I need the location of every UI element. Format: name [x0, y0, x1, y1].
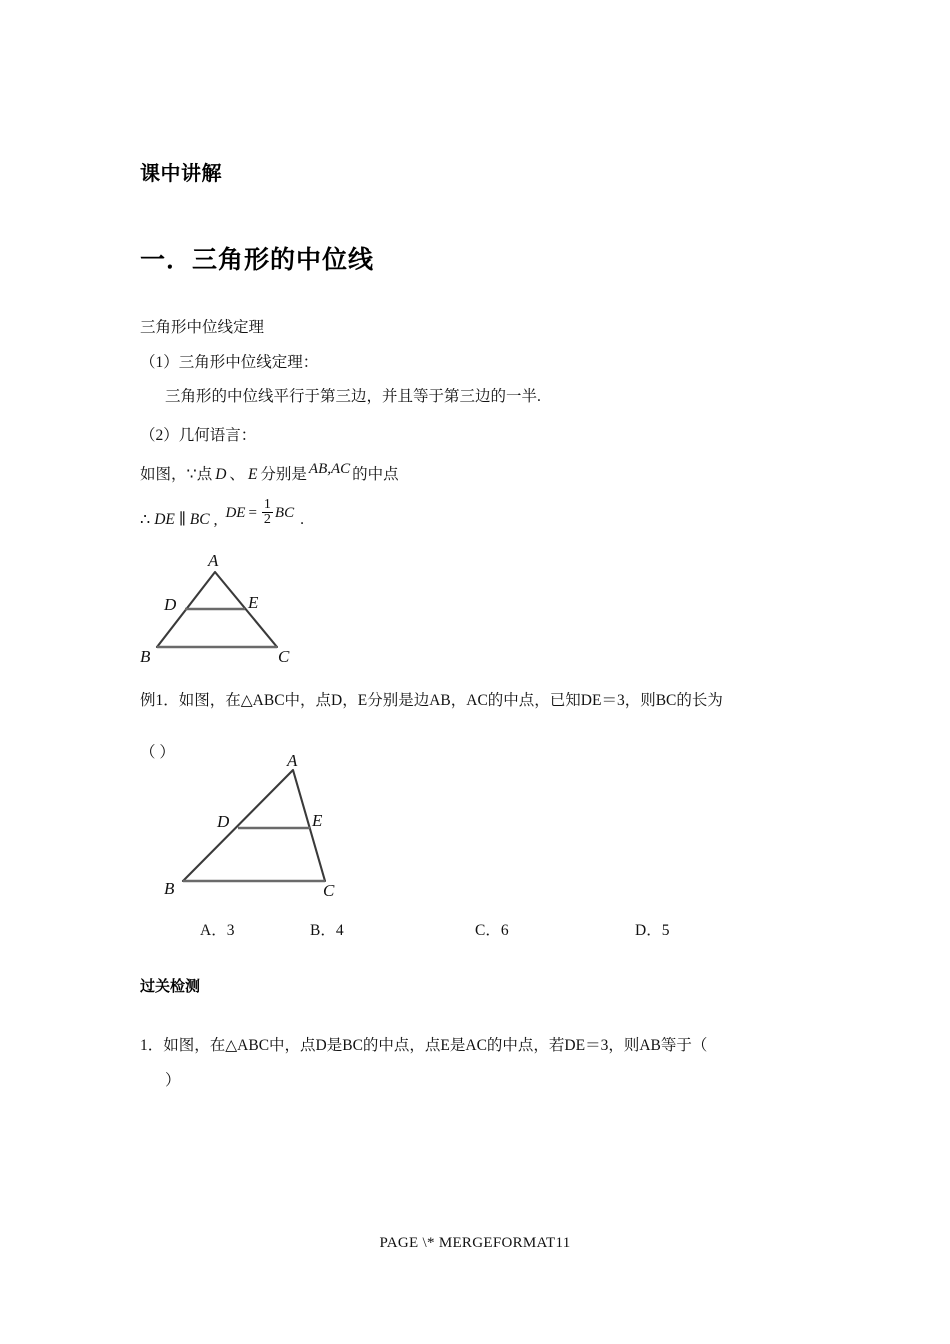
given-prefix: 如图， [140, 466, 187, 483]
practice-question-line-2: ） [165, 1072, 181, 1089]
choice-c-key: C． [475, 922, 501, 939]
given-segments: AB,AC [308, 461, 351, 477]
given-point-e: E [247, 466, 258, 483]
example-line-1 [140, 690, 723, 712]
because-symbol: ∵ [186, 466, 197, 483]
example-body-1: 如图，在△ABC中，点D，E分别是边AB，AC的中点，已知DE＝3，则BC的长为 [178, 692, 723, 709]
given-text-c: 的中点 [352, 466, 399, 483]
example-label: 例1． [140, 692, 179, 709]
practice-number: 1． [140, 1037, 164, 1054]
choice-d[interactable] [635, 918, 669, 940]
choice-d-key: D． [635, 922, 662, 939]
choice-b[interactable] [310, 918, 475, 940]
choice-b-key: B． [310, 922, 336, 939]
choice-b-value: 4 [335, 922, 344, 939]
given-point-d: D [215, 466, 227, 483]
practice-question-line-1 [140, 1035, 707, 1057]
given-separator: 、 [229, 466, 245, 483]
label-e: E [248, 593, 259, 612]
equation-right-term: BC [274, 505, 295, 522]
label-d: D [217, 812, 230, 831]
theorem-statement: 三角形的中位线平行于第三边，并且等于第三边的一半. [165, 388, 541, 405]
theorem-title: 三角形中位线定理 [140, 319, 265, 336]
choice-a-value: 3 [226, 922, 235, 939]
label-a: A [287, 752, 298, 770]
label-b: B [140, 647, 151, 666]
fraction-numerator: 1 [263, 497, 271, 512]
conclusion-statement-line [140, 497, 304, 535]
example-line-2: （ ） [140, 744, 175, 761]
given-text-a: 点 [196, 466, 213, 483]
fraction-denominator: 2 [263, 512, 271, 528]
theorem-item-1: （1）三角形中位线定理： [140, 354, 319, 371]
equation-left-term: DE [225, 505, 246, 522]
page-footer: PAGE \* MERGEFORMAT11 [379, 1235, 571, 1251]
choice-c-value: 6 [500, 922, 509, 939]
choice-a-key: A． [200, 922, 227, 939]
therefore-symbol: ∴ [140, 511, 151, 529]
label-e: E [312, 811, 323, 830]
triangle-outline [183, 770, 325, 881]
label-c: C [278, 647, 290, 666]
label-a: A [208, 551, 219, 570]
conclusion-equation [217, 497, 295, 528]
topic-heading: 一．三角形的中位线 [140, 247, 375, 274]
conclusion-parallel-expression: DE ∥ BC [154, 511, 210, 529]
label-c: C [323, 881, 335, 900]
figure-isosceles-triangle [138, 548, 338, 666]
choice-d-value: 5 [661, 922, 670, 939]
given-text-b: 分别是 [260, 466, 307, 483]
practice-heading: 过关检测 [140, 977, 201, 995]
conclusion-comma: , [213, 511, 218, 529]
section-heading: 课中讲解 [140, 161, 222, 185]
figure-scalene-triangle [160, 752, 370, 900]
equation-equals-sign: = [248, 505, 257, 522]
theorem-item-2: （2）几何语言： [140, 427, 257, 444]
answer-choices [200, 918, 669, 940]
conclusion-period: . [300, 511, 304, 529]
choice-c[interactable] [475, 918, 635, 940]
label-d: D [164, 595, 177, 614]
given-statement-line [140, 462, 399, 484]
label-b: B [164, 879, 175, 898]
one-half-fraction [260, 498, 275, 528]
practice-body-1: 如图，在△ABC中，点D是BC的中点，点E是AC的中点，若DE＝3，则AB等于（ [163, 1037, 708, 1054]
choice-a[interactable] [200, 918, 310, 940]
